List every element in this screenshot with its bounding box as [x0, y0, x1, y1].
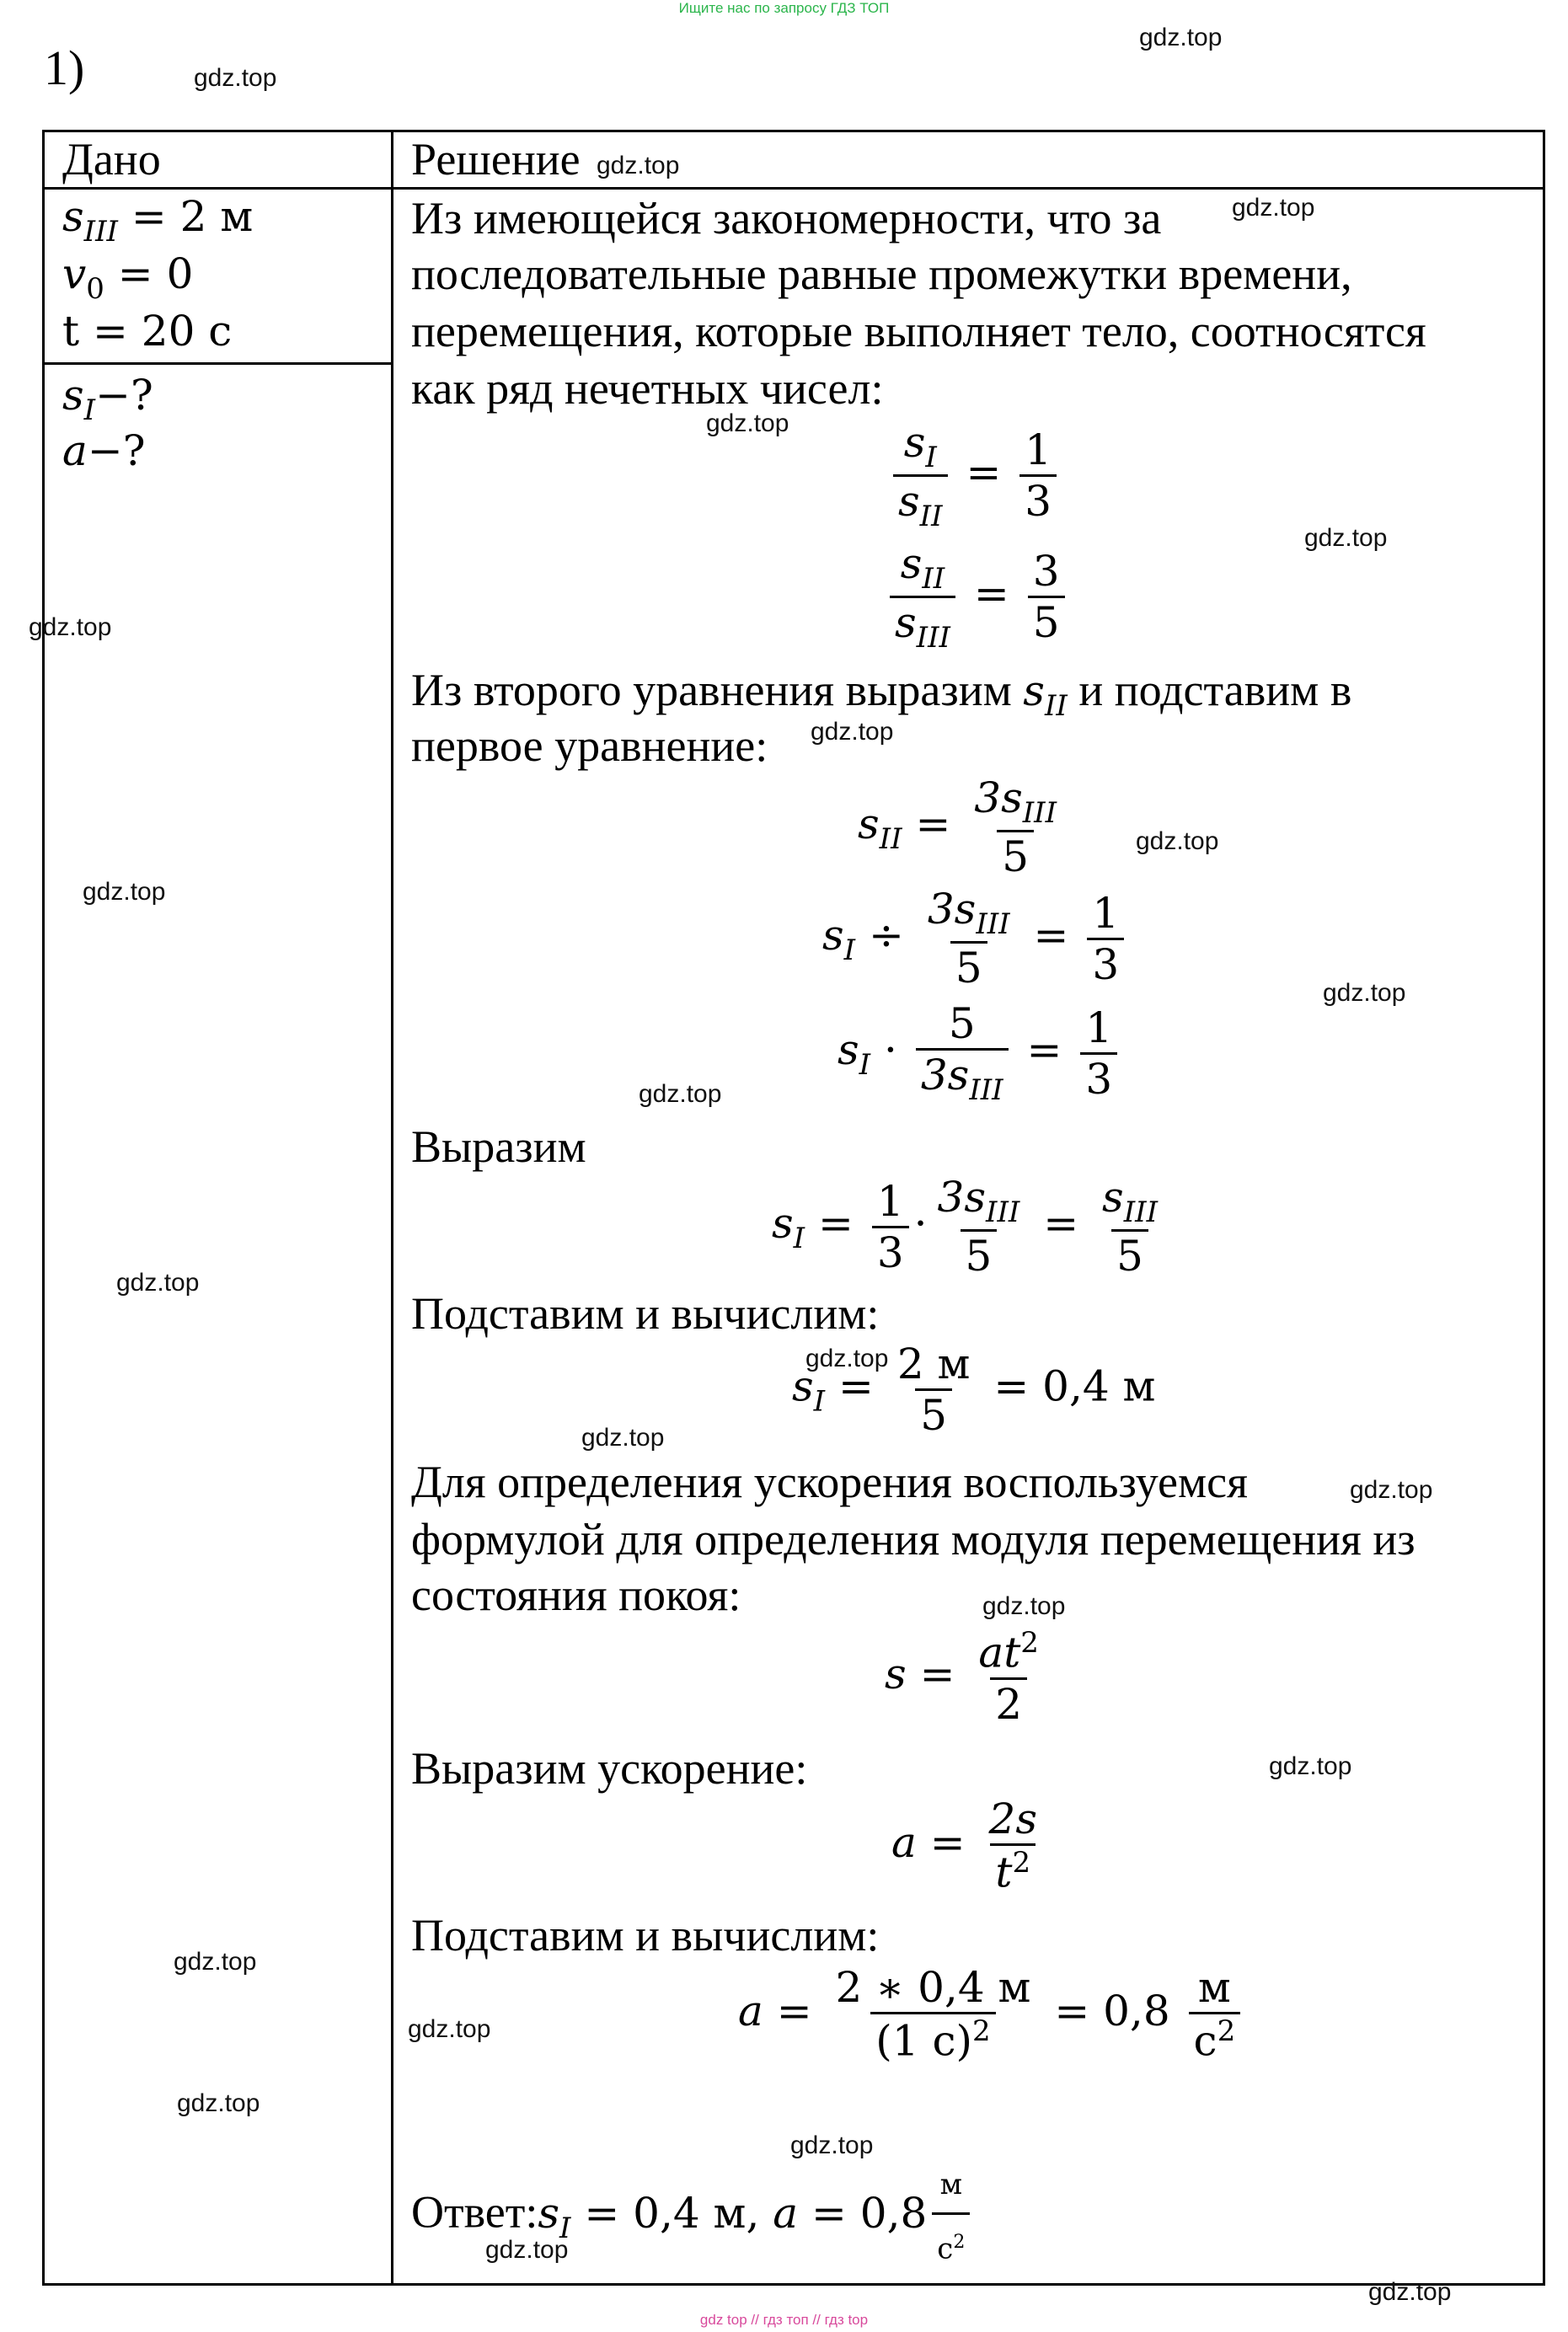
header-note: Ищите нас по запросу ГДЗ ТОП: [678, 0, 890, 16]
given-v0: $v_0 = 0$: [62, 249, 194, 306]
formula-s1-mul: $s_I$ · $\frac{5}{3s_{III}}$ = $\frac{1}{3}$: [838, 999, 1122, 1107]
table-middle-border: [391, 130, 393, 2286]
formula-a-expr: a = $\frac{2s}{t^2}$: [891, 1794, 1038, 1897]
formula-a-value: a = $\frac{2 ∗ 0,4 м}{(1 с)^2}$ = 0,8 $\frac{м}{с^2}$: [738, 1963, 1245, 2066]
solution-p3: Выразим: [411, 1121, 586, 1172]
watermark: gdz.top: [485, 2236, 569, 2264]
problem-number: 1): [44, 40, 85, 95]
given-s3: $s_{III} = 2$ м: [62, 192, 254, 249]
solution-p7: Подставим и вычислим:: [411, 1910, 880, 1960]
solution-p4: Подставим и вычислим:: [411, 1288, 880, 1339]
given-header: Дано: [62, 134, 161, 185]
watermark: gdz.top: [1350, 1476, 1433, 1504]
watermark: gdz.top: [706, 409, 789, 437]
solution-p1-line3: перемещения, которые выполняет тело, соотносятся: [411, 306, 1426, 356]
watermark: gdz.top: [982, 1592, 1066, 1620]
given-t: t = 20 с: [62, 307, 233, 356]
watermark: gdz.top: [1232, 194, 1315, 222]
footer-note: gdz top // гдз топ // гдз top: [699, 2312, 869, 2328]
solution-p5-line3: состояния покоя:: [411, 1570, 741, 1620]
watermark: gdz.top: [1139, 24, 1223, 51]
watermark: gdz.top: [639, 1080, 722, 1108]
formula-s-motion: s = $\frac{at^2}{2}$: [885, 1626, 1039, 1729]
watermark: gdz.top: [1136, 827, 1219, 855]
watermark: gdz.top: [805, 1345, 889, 1372]
watermark: gdz.top: [811, 718, 894, 746]
solution-header: Решение: [411, 134, 581, 185]
watermark: gdz.top: [29, 613, 112, 641]
watermark: gdz.top: [194, 64, 277, 92]
formula-s2: $s_{II}$ = $\frac{3s_{III}}{5}$: [858, 773, 1057, 881]
watermark: gdz.top: [581, 1424, 665, 1452]
solution-p2-line1: Из второго уравнения выразим $s_{II}$ и подставим в: [411, 665, 1352, 723]
solution-p5-line2: формулой для определения модуля перемещения из: [411, 1514, 1415, 1564]
solution-p2-line2: первое уравнение:: [411, 720, 768, 771]
watermark: gdz.top: [790, 2131, 874, 2159]
watermark: gdz.top: [408, 2015, 491, 2043]
watermark: gdz.top: [83, 878, 166, 906]
solution-p1-line2: последовательные равные промежутки времени,: [411, 249, 1352, 299]
find-s1: $s_I-$?: [62, 371, 153, 427]
table-header-border: [42, 187, 1545, 190]
solution-p5-line1: Для определения ускорения воспользуемся: [411, 1457, 1248, 1507]
formula-s1-div: $s_I$ ÷ $\frac{3s_{III}}{5}$ = $\frac{1}{3}$: [822, 885, 1129, 992]
table-bottom-border: [42, 2283, 1545, 2286]
watermark: gdz.top: [116, 1269, 200, 1297]
given-separator: [42, 362, 393, 365]
watermark: gdz.top: [1323, 979, 1406, 1007]
formula-ratio-2: $\frac{s_{II}}{s_{III}}$ = $\frac{3}{5}$: [885, 539, 1070, 655]
solution-p1-line4: как ряд нечетных чисел:: [411, 363, 884, 414]
watermark: gdz.top: [1304, 524, 1388, 552]
watermark: gdz.top: [1368, 2278, 1452, 2306]
table-left-border: [42, 130, 45, 2286]
formula-s1-expr: $s_I$ = $\frac{1}{3}$ · $\frac{3s_{III}}{5}$ = $\frac{s_{III}}{5}$: [772, 1173, 1159, 1281]
table-top-border: [42, 130, 1545, 132]
watermark: gdz.top: [597, 152, 680, 179]
watermark: gdz.top: [1269, 1752, 1352, 1780]
solution-p6: Выразим ускорение:: [411, 1743, 808, 1794]
answer: $Ответ:s_I = 0,4$ м, a = 0,8 $\frac{м}{с^2}$: [411, 2157, 975, 2276]
watermark: gdz.top: [177, 2089, 260, 2117]
solution-p1-line1: Из имеющейся закономерности, что за: [411, 193, 1162, 243]
table-right-border: [1543, 130, 1545, 2286]
formula-s1-value: $s_I$ = $\frac{2 м}{5}$ = 0,4 м: [792, 1340, 1156, 1440]
find-a: a−?: [62, 426, 146, 475]
formula-ratio-1: $\frac{s_I}{s_{II}}$ = $\frac{1}{3}$: [888, 418, 1062, 533]
watermark: gdz.top: [174, 1948, 257, 1976]
